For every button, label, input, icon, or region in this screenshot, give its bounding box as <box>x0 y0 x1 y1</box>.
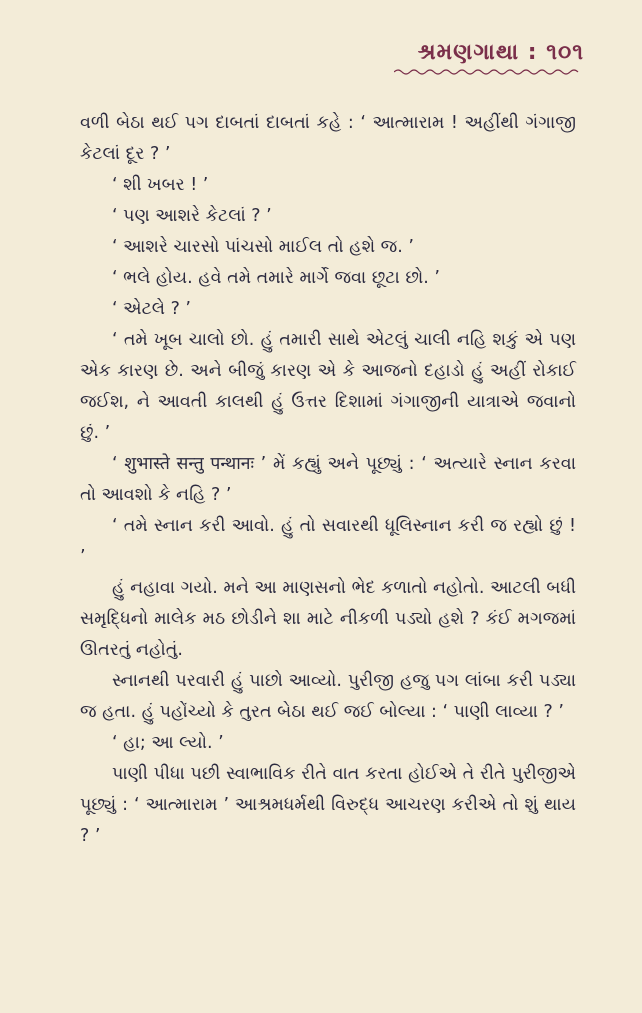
paragraph: ‘ તમે સ્નાન કરી આવો. હું તો સવારથી ધૂલિસ્નાન કરી જ રહ્યો છું ! ’ <box>80 516 576 567</box>
dialog-line: ‘ પણ આશરે કેટલાં ? ’ <box>112 206 272 226</box>
dialog-line: ‘ હા; આ લ્યો. ’ <box>112 733 224 753</box>
dialog-line: ‘ ભલે હોય. હવે તમે તમારે માર્ગે જવા છૂટા છો. ’ <box>112 268 440 288</box>
paragraph: ‘ તમે ખૂબ ચાલો છો. હું તમારી સાથે એટલું ચાલી નહિ શકું એ પણ એક કારણ છે. અને બીજું કારણ એ કે આજનો દહાડો હું અહીં રોકાઈ જઈશ, ને આવતી કાલથી હું ઉત્તર દિશામાં ગંગાજીની યાત્રાએ જવાનો છું. ’ <box>80 330 576 443</box>
paragraph: હું નહાવા ગયો. મને આ માણસનો ભેદ કળાતો નહોતો. આટલી બધી સમૃદ્ધિનો માલેક મઠ છોડીને શા માટે નીકળી પડ્યો હશે ? કંઈ મગજમાં ઊતરતું નહોતું. <box>80 578 576 660</box>
paragraph: પાણી પીધા પછી સ્વાભાવિક રીતે વાત કરતા હોઈએ તે રીતે પુરીજીએ પૂછ્યું : ‘ આત્મારામ ’ આશ્રમધર્મથી વિરુદ્ધ આચરણ કરીએ તો શું થાય ? ’ <box>80 764 576 846</box>
body-text <box>80 108 576 852</box>
running-header: શ્રમણગાથા : ૧૦૧ <box>417 40 584 65</box>
paragraph: ‘ शुभास्ते सन्तु पन्थानः ’ મેં કહ્યું અને પૂછ્યું : ‘ અત્યારે સ્નાન કરવા તો આવશો કે નહિ ? ’ <box>80 454 576 505</box>
header-wavy-rule <box>394 68 582 76</box>
dialog-line: ‘ શી ખબર ! ’ <box>112 175 209 195</box>
dialog-line: ‘ એટલે ? ’ <box>112 299 191 319</box>
paragraph: વળી બેઠા થઈ પગ દાબતાં દાબતાં કહે : ‘ આત્મારામ ! અહીંથી ગંગાજી કેટલાં દૂર ? ’ <box>80 113 576 164</box>
dialog-line: ‘ આશરે ચારસો પાંચસો માઈલ તો હશે જ. ’ <box>112 237 414 257</box>
paragraph: સ્નાનથી પરવારી હું પાછો આવ્યો. પુરીજી હજુ પગ લાંબા કરી પડ્યા જ હતા. હું પહોંચ્યો કે તુરત બેઠા થઈ જઈ બોલ્યા : ‘ પાણી લાવ્યા ? ’ <box>80 671 576 722</box>
